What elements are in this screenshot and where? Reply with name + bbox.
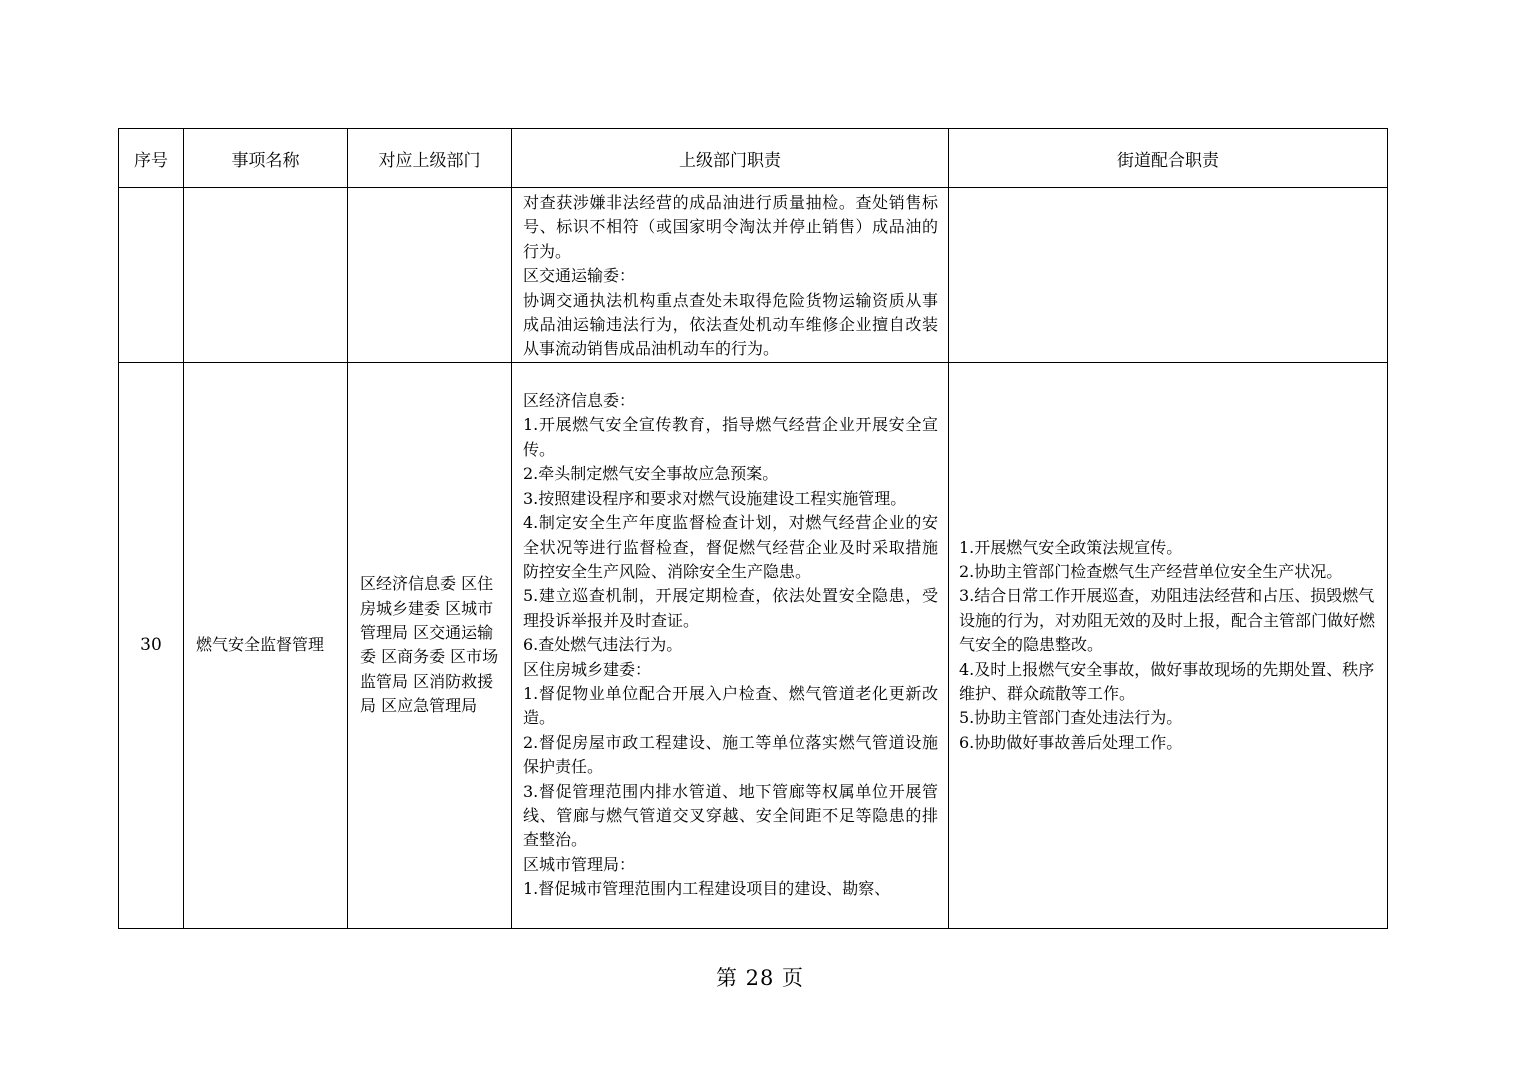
header-dept-duty: 上级部门职责 xyxy=(512,129,949,188)
cell-street-duty xyxy=(949,188,1388,363)
item-name-text: 燃气安全监督管理 xyxy=(196,635,325,655)
table-row xyxy=(119,188,1388,363)
cell-dept xyxy=(348,362,512,928)
header-dept: 对应上级部门 xyxy=(348,129,512,188)
cell-dept-duty xyxy=(512,362,949,928)
seq-text: 30 xyxy=(140,635,162,656)
header-seq: 序号 xyxy=(119,129,184,188)
dept-duty-text: 对查获涉嫌非法经营的成品油进行质量抽检。查处销售标号、标识不相符（或国家明令淘汰并停止销售）成品油的行为。 区交通运输委： 协调交通执法机构重点查处未取得危险货物运输资质从事成品油运输违法行为，依法查处机动车维修企业擅自改装从事流动销售成品油机动车的行为。 xyxy=(523,193,938,359)
dept-duty-text: 区经济信息委： 1.开展燃气安全宣传教育，指导燃气经营企业开展安全宣传。 2.牵头制定燃气安全事故应急预案。 3.按照建设程序和要求对燃气设施建设工程实施管理。 4.制定安全生产年度监督检查计划，对燃气经营企业的安全状况等进行监督检查，督促燃气经营企业及时采取措施防控安全生产风险、消除安全生产隐患。 5.建立巡查机制，开展定期检查，依法处置安全隐患，受理投诉举报并及时查证。 6.查处燃气违法行为。 区住房城乡建委： 1.督促物业单位配合开展入户检查、燃气管道老化更新改造。 2.督促房屋市政工程建设、施工等单位落实燃气管道设施保护责任。 3.督促管理范围内排水管道、地下管廊等权属单位开展管线、管廊与燃气管道交叉穿越、安全间距不足等隐患的排查整治。 区城市管理局： 1.督促城市管理范围内工程建设项目的建设、勘察、 xyxy=(523,391,938,899)
cell-seq xyxy=(119,362,184,928)
street-duty-text: 1.开展燃气安全政策法规宣传。 2.协助主管部门检查燃气生产经营单位安全生产状况。 3.结合日常工作开展巡查，劝阻违法经营和占压、损毁燃气设施的行为，对劝阻无效的及时上报，配合主管部门做好燃气安全的隐患整改。 4.及时上报燃气安全事故，做好事故现场的先期处置、秩序维护、群众疏散等工作。 5.协助主管部门查处违法行为。 6.协助做好事故善后处理工作。 xyxy=(959,537,1376,752)
cell-item-name xyxy=(184,188,348,363)
header-item-name: 事项名称 xyxy=(184,129,348,188)
cell-street-duty xyxy=(949,362,1388,928)
cell-dept xyxy=(348,188,512,363)
dept-text: 区经济信息委 区住房城乡建委 区城市管理局 区交通运输委 区商务委 区市场监管局 区消防救援局 区应急管理局 xyxy=(360,574,499,716)
cell-item-name xyxy=(184,362,348,928)
header-street-duty: 街道配合职责 xyxy=(949,129,1388,188)
cell-seq xyxy=(119,188,184,363)
cell-dept-duty xyxy=(512,188,949,363)
responsibility-table xyxy=(118,128,1388,929)
table-header-row xyxy=(119,129,1388,188)
table-row xyxy=(119,362,1388,928)
page-number: 第 28 页 xyxy=(715,966,805,990)
